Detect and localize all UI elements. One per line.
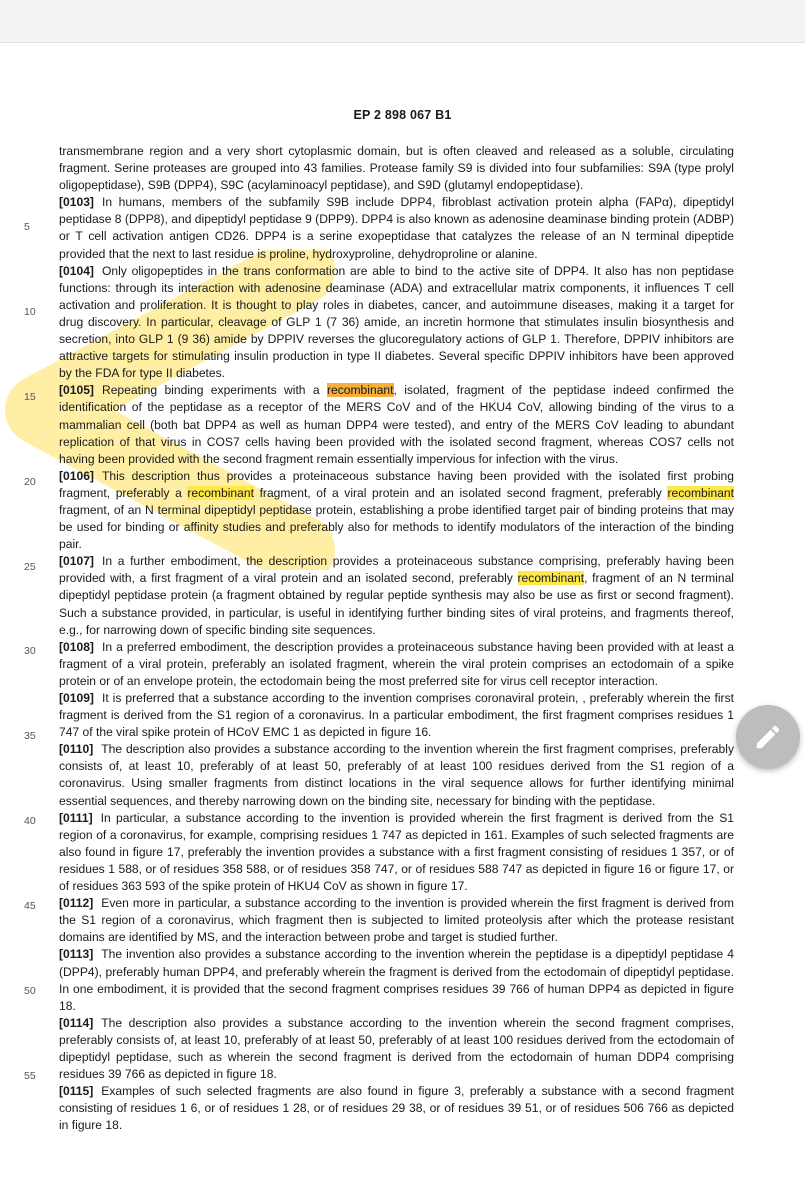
document-body	[59, 143, 734, 1134]
paragraph	[59, 946, 734, 1014]
line-number: 50	[24, 985, 36, 997]
paragraph	[59, 895, 734, 946]
paragraph-number: [0106]	[59, 468, 94, 483]
paragraph-number: [0108]	[59, 639, 94, 654]
paragraph-text: The description also provides a substance according to the invention wherein the second fragment comprises, preferably consists of, at least 10, preferably of at least 50, preferably of at least 100 residues derived from the ectodomain of dipeptidyl peptidase, such as wherein the second fragment is derived from the ectodomain of human DDP4 comprising residues 39 766 as depicted in figure 18.	[59, 1015, 734, 1082]
paragraph-number: [0113]	[59, 947, 94, 962]
line-number: 25	[24, 561, 36, 573]
line-number: 45	[24, 900, 36, 912]
paragraph-text: Examples of such selected fragments are also found in figure 3, preferably a substance with a second fragment consisting of residues 1 6, or of residues 1 28, or of residues 29 38, or of residues 39 51, or of residues 506 766 as depicted in figure 18.	[59, 1084, 734, 1133]
paragraph-text: In particular, a substance according to the invention is provided wherein the first fragment is derived from the S1 region of a coronavirus, for example, comprising residues 1 747 as depicted in 161. Examples of such selected fragments are also found in figure 17, preferably the invention provides a substance with a first fragment consisting of residues 1 357, or of residues 1 588, or of residues 358 588, or of residues 358 747, or of residues 588 747 as depicted in figure 16 or figure 17, or of residues 363 593 of the spike protein of HKU4 CoV as shown in figure 17.	[59, 810, 734, 894]
paragraph-number: [0109]	[59, 691, 94, 705]
paragraph	[59, 639, 734, 690]
line-number: 10	[24, 306, 36, 318]
top-toolbar	[0, 0, 805, 43]
paragraph	[59, 553, 734, 638]
paragraph-text: The description also provides a substance according to the invention wherein the first fragment comprises, preferably consists of, at least 10, preferably of at least 50, preferably of at least 100 residues derived from the S1 region of a coronavirus. Using smaller fragments from distinct locations in the viral sequence allows for further identifying minimal essential sequences, and thereby narrowing down on the binding site, necessary for binding with the peptidase.	[59, 742, 734, 808]
paragraph-number: [0114]	[59, 1015, 94, 1030]
paragraph-number: [0112]	[59, 896, 94, 911]
paragraph-number: [0115]	[59, 1084, 94, 1099]
paragraph-number: [0103]	[59, 195, 94, 210]
paragraph	[59, 1083, 734, 1134]
paragraph-text: fragment, of an N terminal dipeptidyl peptidase protein, establishing a probe identified target pair of binding proteins that may be used for binding or affinity studies and preferably also for methods to identify modulators of the interaction of the binding pair.	[59, 502, 734, 552]
paragraph-text: Only oligopeptides in the trans conformation are able to bind to the active site of DPP4. It also has non peptidase functions: through its interaction with adenosine deaminase (ADA) and extracellular matrix components, it influences T cell activation and proliferation. It is thought to play roles in diabetes, cancer, and autoimmune diseases, making it a target for drug discovery. In particular, cleavage of GLP 1 (7 36) amide, an incretin hormone that stimulates insulin biosynthesis and secretion, into GLP 1 (9 36) amide by DPPIV reverses the glucoregulatory actions of GLP 1. Therefore, DPPIV inhibitors are attractive targets for stimulating insulin production in type II diabetes. Several specific DPPIV inhibitors have been approved by the FDA for type II diabetes.	[59, 263, 734, 381]
pencil-icon	[753, 722, 783, 752]
paragraph-text: This description thus provides a proteinaceous substance having been provided with the isolated first probing fragment, preferably a	[59, 468, 734, 500]
line-number: 30	[24, 645, 36, 657]
paragraph-text: , isolated, fragment of the peptidase indeed confirmed the identification of the peptidase as a receptor of the MERS CoV and of the HKU4 CoV, allowing binding of the virus to a mammalian cell (both bat DPP4 as well as human DPP4 were tested), and entry of the MERS CoV leading to abundant replication of that virus in COS7 cells having been provided with the isolated second fragment, whereas COS7 cells not having been provided with the second fragment remain essentially impervious for infection with the virus.	[59, 383, 734, 466]
line-number: 35	[24, 730, 36, 742]
paragraph-number: [0104]	[59, 263, 94, 278]
paragraph-text: The invention also provides a substance according to the invention wherein the peptidase is a dipeptidyl peptidase 4 (DPP4), preferably human DPP4, and preferably wherein the fragment is derived from the ectodomain of dipeptidyl peptidase. In one embodiment, it is provided that the second fragment comprises residues 39 766 of human DPP4 as depicted in figure 18.	[59, 947, 734, 1013]
paragraph-number: [0107]	[59, 554, 94, 569]
line-number: 20	[24, 476, 36, 488]
paragraph-text: It is preferred that a substance according to the invention comprises coronaviral protein, , preferably wherein the first fragment is derived from the S1 region of a coronavirus. In a particular embodiment, the first fragment comprises residues 1 747 of the viral spike protein of HCoV EMC 1 as depicted in figure 16.	[59, 691, 734, 740]
highlighted-term: recombinant	[187, 485, 254, 500]
paragraph-text: In a preferred embodiment, the description provides a proteinaceous substance having been provided with at least a fragment of a viral protein, preferably an isolated fragment, wherein the viral protein comprises an ectodomain of a spike protein or of an envelope protein, the ectodomain being the most preferred site for virus cell receptor interaction.	[59, 639, 734, 688]
paragraph	[59, 382, 734, 467]
highlighted-term: recombinant	[667, 485, 735, 500]
paragraph-number: [0111]	[59, 810, 93, 825]
paragraph-text: In humans, members of the subfamily S9B include DPP4, fibroblast activation protein alpha (FAPα), dipeptidyl peptidase 8 (DPP8), and dipeptidyl peptidase 9 (DPP9). DPP4 is also known as adenosine deaminase binding protein (ADBP) or T cell activation antigen CD26. DPP4 is a serine exopeptidase that catalyzes the release of an N terminal dipeptide provided that the next to last residue is proline, hydroxyproline, dehydroproline or alanine.	[59, 195, 734, 261]
paragraph-text: In a further embodiment, the description provides a proteinaceous substance comprising, preferably having been provided with, a first fragment of a viral protein and an isolated second, preferably	[59, 554, 734, 586]
line-number: 15	[24, 391, 36, 403]
highlighted-term: recombinant	[326, 383, 394, 398]
line-number: 55	[24, 1070, 36, 1082]
paragraph-text: transmembrane region and a very short cytoplasmic domain, but is often cleaved and released as a soluble, circulating fragment. Serine proteases are grouped into 43 families. Protease family S9 is divided into four subfamilies: S9A (type prolyl oligopeptidase), S9B (DPP4), S9C (acylaminoacyl peptidase), and S9D (glutamyl endopeptidase).	[59, 144, 734, 193]
paragraph	[59, 468, 734, 553]
paragraph-text: Even more in particular, a substance according to the invention is provided wherein the first fragment is derived from the S1 region of a coronavirus, which fragment then is subjected to limited proteolysis after which the protease resistant domains are identified by MS, and the interaction between probe and target is studied further.	[59, 896, 734, 945]
paragraph-number: [0110]	[59, 742, 94, 757]
paragraph-text: , fragment of an N terminal dipeptidyl peptidase protein (a fragment obtained by regular peptide synthesis may also be use as first or second fragment). Such a substance provided, in particular, is useful in identifying further binding sites of viral proteins, and fragments thereof, e.g., for narrowing down of specific binding site sequences.	[59, 571, 734, 637]
paragraph	[59, 741, 734, 809]
paragraph	[59, 263, 734, 383]
paragraph	[59, 810, 734, 895]
paragraph	[59, 1015, 734, 1083]
document-header: EP 2 898 067 B1	[353, 108, 452, 122]
paragraph-number: [0105]	[59, 383, 94, 398]
paragraph	[59, 143, 734, 194]
paragraph-text: Repeating binding experiments with a	[101, 383, 327, 398]
line-number: 5	[24, 221, 30, 233]
paragraph	[59, 690, 734, 741]
highlighted-term: recombinant	[517, 571, 585, 586]
paragraph	[59, 194, 734, 262]
line-number: 40	[24, 815, 36, 827]
paragraph-text: fragment, of a viral protein and an isolated second fragment, preferably	[253, 485, 668, 500]
edit-button[interactable]	[736, 705, 800, 769]
